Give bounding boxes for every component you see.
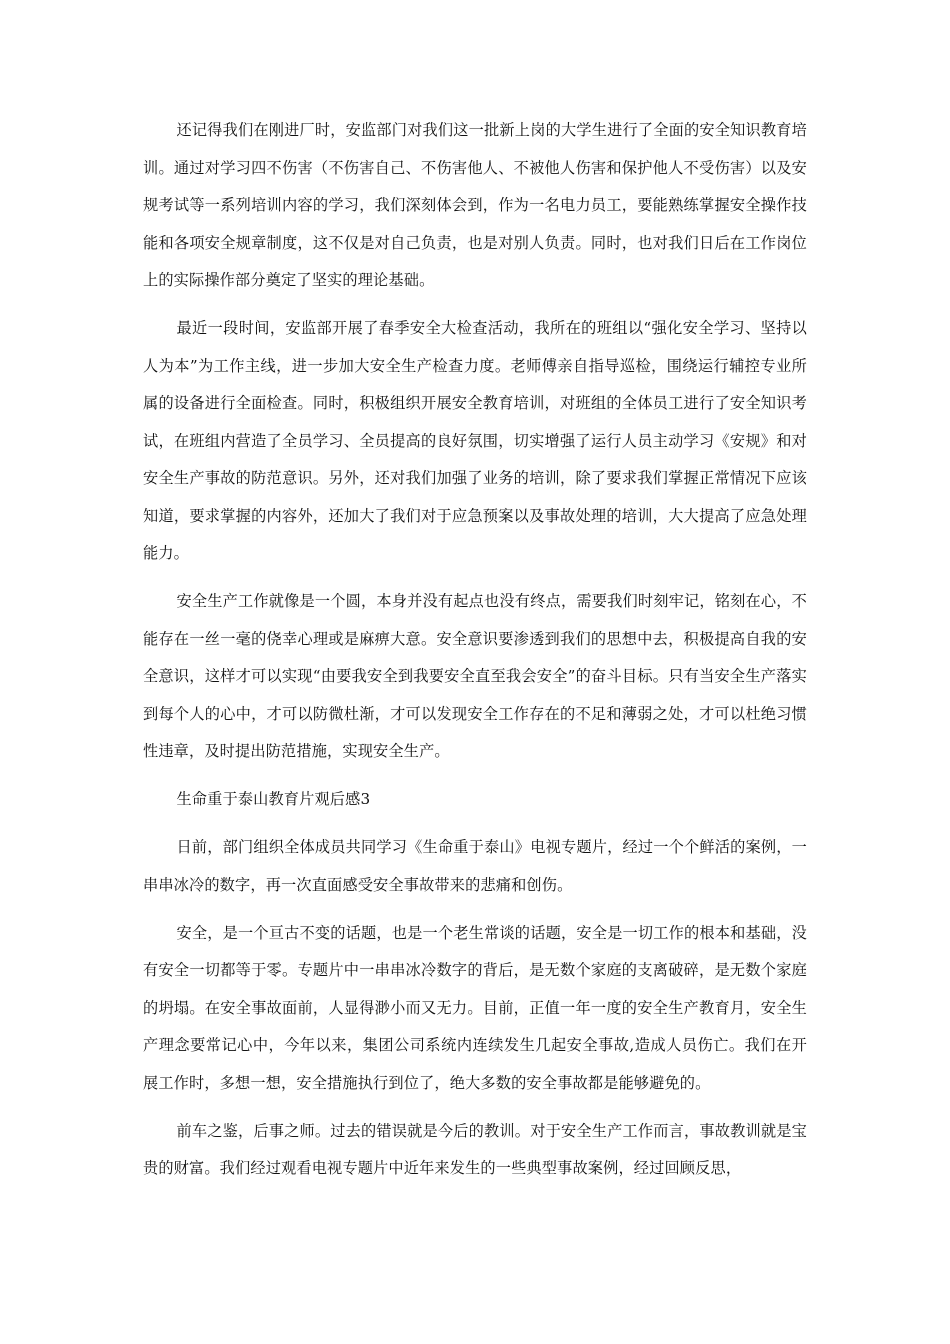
paragraph-spring-inspection: 最近一段时间，安监部开展了春季安全大检查活动，我所在的班组以“强化安全学习、坚持以人为本”为工作主线，进一步加大安全生产检查力度。老师傅亲自指导巡检，围绕运行辅控专业所属的设备进行全面检查。同时，积极组织开展安全教育培训，对班组的全体员工进行了安全知识考试，在班组内营造了全员学习、全员提高的良好氛围，切实增强了运行人员主动学习《安规》和对安全生产事故的防范意识。另外，还对我们加强了业务的培训，除了要求我们掌握正常情况下应该知道，要求掌握的内容外，还加大了我们对于应急预案以及事故处理的培训，大大提高了应急处理能力。 (143, 319, 807, 562)
document-body (143, 112, 807, 1198)
paragraph-safety-circle: 安全生产工作就像是一个圆，本身并没有起点也没有终点，需要我们时刻牢记，铭刻在心，不能存在一丝一毫的侥幸心理或是麻痹大意。安全意识要渗透到我们的思想中去，积极提高自我的安全意识，这样才可以实现“由要我安全到我要安全直至我会安全”的奋斗目标。只有当安全生产落实到每个人的心中，才可以防微杜渐，才可以发现安全工作存在的不足和薄弱之处，才可以杜绝习惯性违章，及时提出防范措施，实现安全生产。 (143, 592, 807, 760)
paragraph-training: 还记得我们在刚进厂时，安监部门对我们这一批新上岗的大学生进行了全面的安全知识教育培训。通过对学习四不伤害（不伤害自己、不伤害他人、不被他人伤害和保护他人不受伤害）以及安规考试等一系列培训内容的学习，我们深刻体会到，作为一名电力员工，要能熟练掌握安全操作技能和各项安全规章制度，这不仅是对自己负责，也是对别人负责。同时，也对我们日后在工作岗位上的实际操作部分奠定了坚实的理论基础。 (143, 121, 807, 289)
paragraph-safety-topic: 安全，是一个亘古不变的话题，也是一个老生常谈的话题，安全是一切工作的根本和基础，没有安全一切都等于零。专题片中一串串冰冷数字的背后，是无数个家庭的支离破碎，是无数个家庭的坍塌。在安全事故面前，人显得渺小而又无力。目前，正值一年一度的安全生产教育月，安全生产理念要常记心中，今年以来，集团公司系统内连续发生几起安全事故,造成人员伤亡。我们在开展工作时，多想一想，安全措施执行到位了，绝大多数的安全事故都是能够避免的。 (143, 923, 807, 1092)
section-heading: 生命重于泰山教育片观后感3 (176, 790, 371, 808)
paragraph-lessons: 前车之鉴，后事之师。过去的错误就是今后的教训。对于安全生产工作而言，事故教训就是宝贵的财富。我们经过观看电视专题片中近年来发生的一些典型事故案例，经过回顾反思， (143, 1121, 807, 1177)
paragraph-documentary: 日前，部门组织全体成员共同学习《生命重于泰山》电视专题片，经过一个个鲜活的案例，一串串冰冷的数字，再一次直面感受安全事故带来的悲痛和创伤。 (143, 838, 807, 894)
